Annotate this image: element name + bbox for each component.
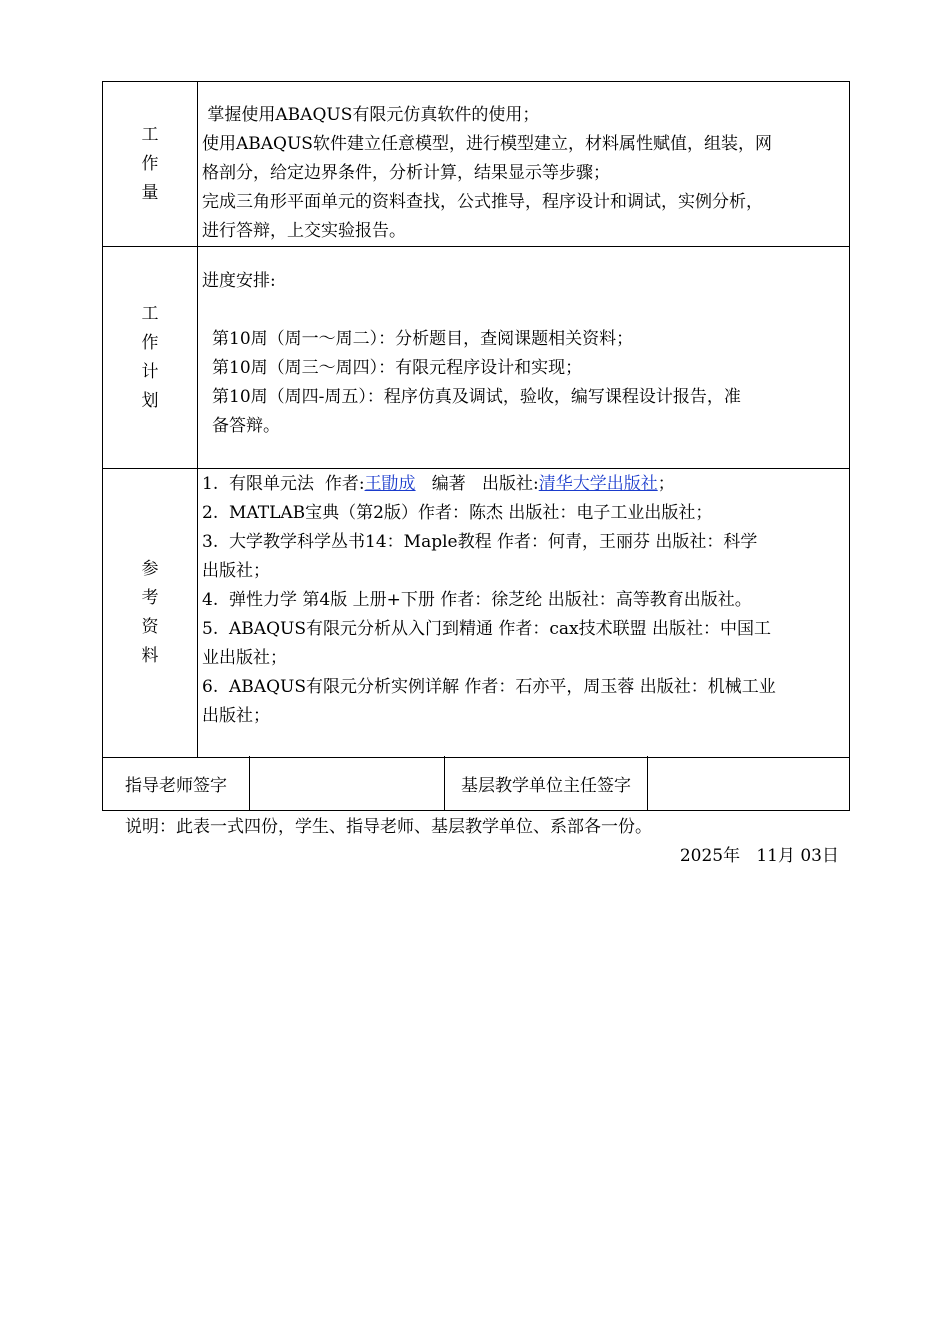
workload-content-cell <box>198 82 850 247</box>
director-signature-label: 基层教学单位主任签字 <box>445 756 648 811</box>
form-note: 说明：此表一式四份，学生、指导老师、基层教学单位、系部各一份。 <box>125 817 652 837</box>
workload-line: 掌握使用ABAQUS有限元仿真软件的使用； <box>202 105 540 125</box>
plan-line: 第10周（周三～周四）：有限元程序设计和实现； <box>212 358 583 378</box>
reference-line: 2. MATLAB宝典（第2版）作者：陈杰 出版社：电子工业出版社； <box>202 503 713 523</box>
reference-line: 3. 大学教学科学丛书14：Maple教程 作者：何青，王丽芬 出版社：科学 <box>202 532 758 552</box>
reference-line: 4. 弹性力学 第4版 上册+下册 作者：徐芝纶 出版社：高等教育出版社。 <box>202 590 752 610</box>
signature-row <box>103 756 850 811</box>
plan-label-cell <box>103 247 198 469</box>
director-signature-field[interactable] <box>648 756 850 811</box>
workload-line: 完成三角形平面单元的资料查找，公式推导，程序设计和调试，实例分析， <box>202 192 763 212</box>
signature-table <box>102 756 850 811</box>
author-link[interactable]: 王勖成 <box>364 474 416 494</box>
workload-line: 进行答辩，上交实验报告。 <box>202 221 406 241</box>
reference-line: 5. ABAQUS有限元分析从入门到精通 作者：cax技术联盟 出版社：中国工 <box>202 619 772 639</box>
publisher-link[interactable]: 清华大学出版社 <box>538 474 658 494</box>
form-date: 2025年 11月 03日 <box>679 846 839 866</box>
plan-label: 工 作 计 划 <box>141 303 159 411</box>
advisor-signature-field[interactable] <box>250 756 445 811</box>
plan-line: 第10周（周一～周二）：分析题目，查阅课题相关资料； <box>212 329 634 349</box>
workload-label-cell <box>103 82 198 247</box>
references-row <box>103 469 850 758</box>
plan-row <box>103 247 850 469</box>
workload-row <box>103 82 850 247</box>
workload-line: 使用ABAQUS软件建立任意模型，进行模型建立，材料属性赋值，组装，网 <box>202 134 772 154</box>
plan-line: 备答辩。 <box>212 416 280 436</box>
reference-item-1: 1. 有限单元法 作者:王勖成 编著 出版社:清华大学出版社； <box>202 474 675 494</box>
workload-line: 格剖分，给定边界条件，分析计算，结果显示等步骤； <box>202 163 610 183</box>
reference-line: 业出版社； <box>202 648 287 668</box>
reference-line: 6. ABAQUS有限元分析实例详解 作者：石亦平，周玉蓉 出版社：机械工业 <box>202 677 776 697</box>
workload-label: 工 作 量 <box>141 124 159 203</box>
references-label-cell <box>103 469 198 758</box>
plan-heading: 进度安排: <box>202 271 276 291</box>
references-content-cell <box>198 469 850 758</box>
references-label: 参 考 资 料 <box>141 559 159 666</box>
advisor-signature-label: 指导老师签字 <box>103 756 250 811</box>
reference-line: 出版社； <box>202 561 270 581</box>
reference-line: 出版社； <box>202 706 270 726</box>
plan-line: 第10周（周四-周五）：程序仿真及调试，验收，编写课程设计报告，准 <box>212 387 741 407</box>
task-form-table <box>102 81 850 758</box>
plan-content-cell <box>198 247 850 469</box>
